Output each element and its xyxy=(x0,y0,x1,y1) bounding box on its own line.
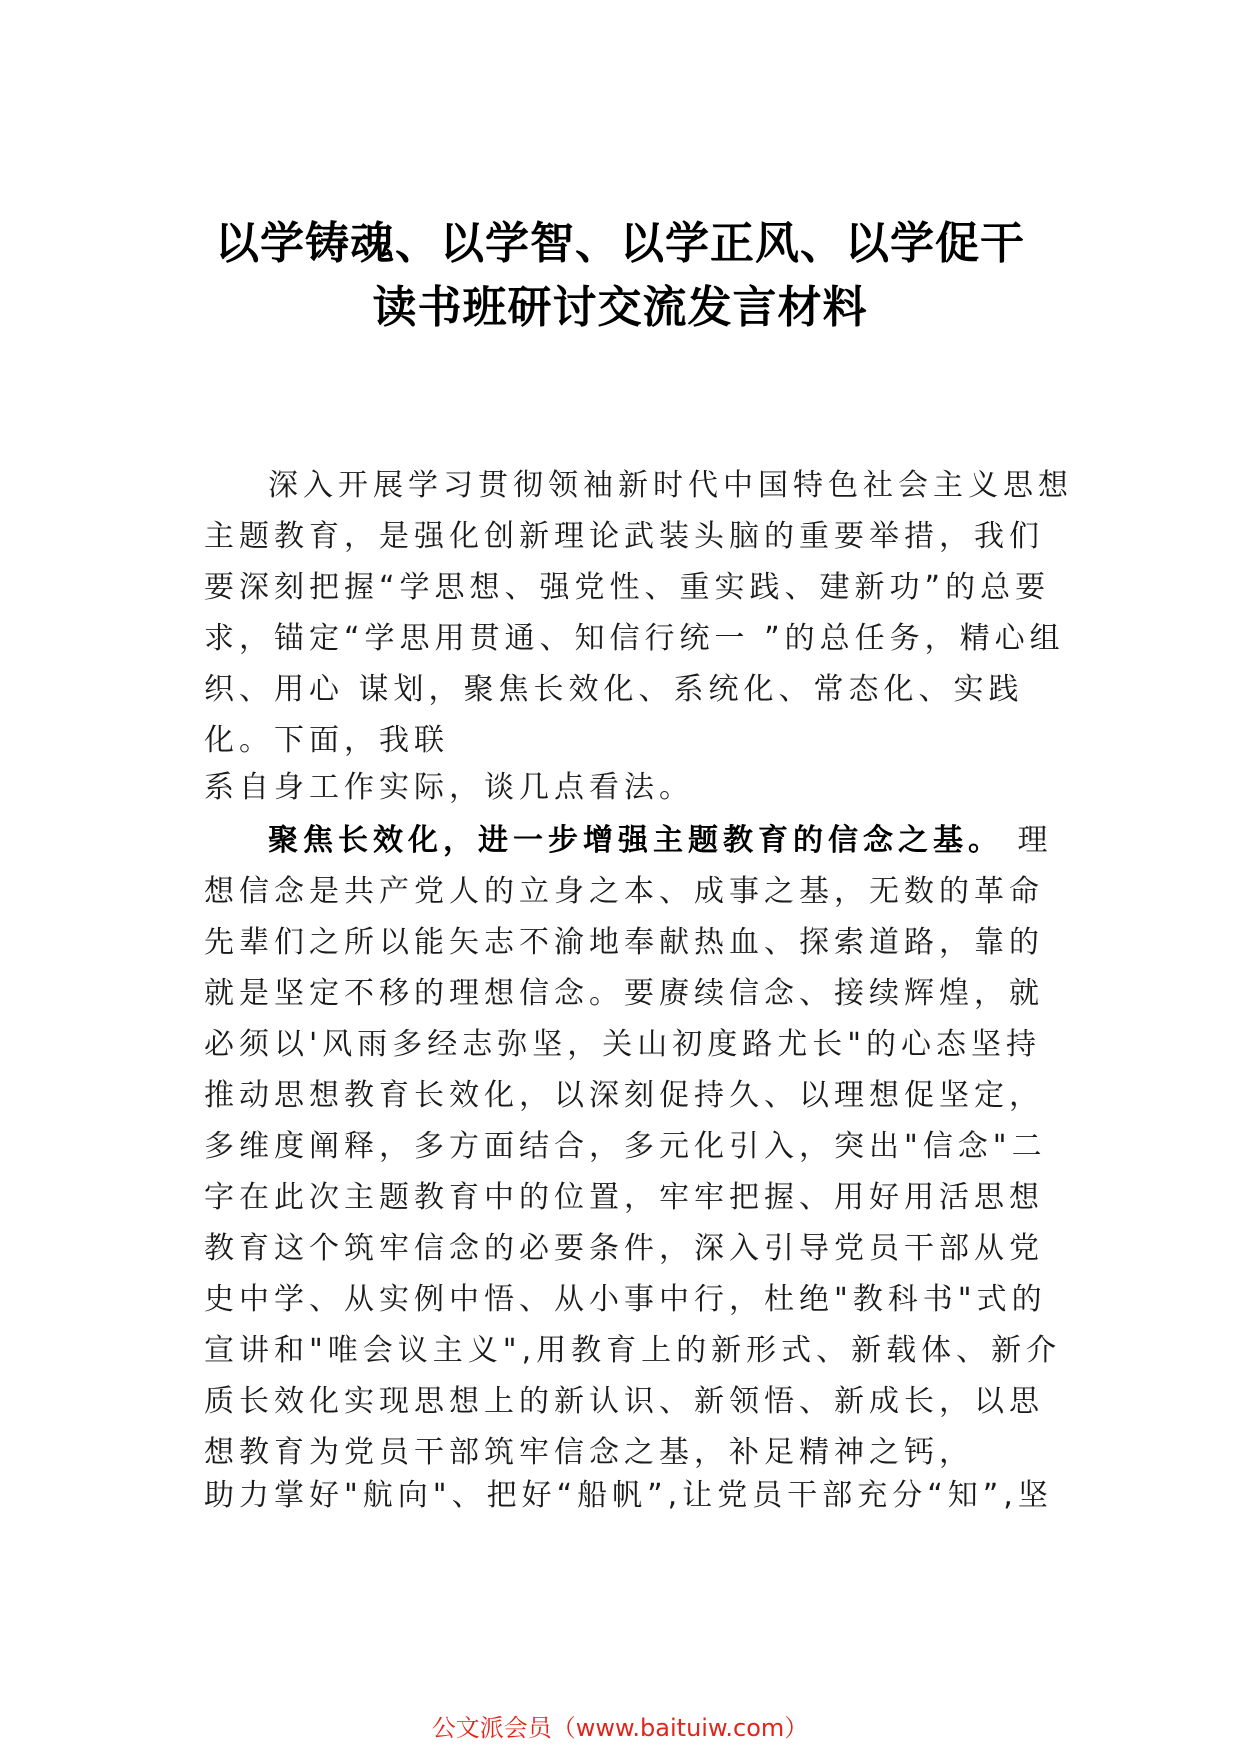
paragraph-intro xyxy=(204,460,1074,766)
document-title xyxy=(0,212,1240,340)
section-body-text: 理想信念是共产党人的立身之本、成事之基，无数的革命先辈们之所以能矢志不渝地奉献热血、探索道路，靠的就是坚定不移的理想信念。要赓续信念、接续辉煌，就必须以'风雨多经志弥坚，关山初度路尤长"的心态坚持推动思想教育长效化，以深刻促持久、以理想促坚定，多维度阐释，多方面结合，多元化引入，突出"信念"二字在此次主题教育中的位置，牢牢把握、用好用活思想教育这个筑牢信念的必要条件，深入引导党员干部从党史中学、从实例中悟、从小事中行，杜绝"教科书"式的宣讲和"唯会议主义",用教育上的新形式、新载体、新介质长效化实现思想上的新认识、新领悟、新成长，以思想教育为党员干部筑牢信念之基，补足精神之钙， xyxy=(204,823,1062,1470)
paragraph-section-1-tail: 助力掌好"航向"、把好“船帆”,让党员干部充分“知”,坚 xyxy=(204,1478,1053,1513)
paragraph-intro-tail: 系自身工作实际，谈几点看法。 xyxy=(204,770,694,805)
footer-watermark: 公文派会员（www.baituiw.com） xyxy=(431,1714,809,1742)
section-heading: 聚焦长效化，进一步增强主题教育的信念之基。 xyxy=(268,823,1003,858)
title-line-2: 读书班研讨交流发言材料 xyxy=(372,282,868,333)
paragraph-intro-text: 深入开展学习贯彻领袖新时代中国特色社会主义思想主题教育，是强化创新理论武装头脑的重要举措，我们要深刻把握“学思想、强党性、重实践、建新功”的总要求，锚定“学思用贯通、知信行统一 ”的总任务，精心组织、用心 谋划，聚焦长效化、系统化、常态化、实践化。下面，我联 xyxy=(204,468,1073,758)
title-line-1: 以学铸魂、以学智、以学正风、以学促干 xyxy=(215,218,1025,269)
paragraph-section-1 xyxy=(204,815,1074,1478)
